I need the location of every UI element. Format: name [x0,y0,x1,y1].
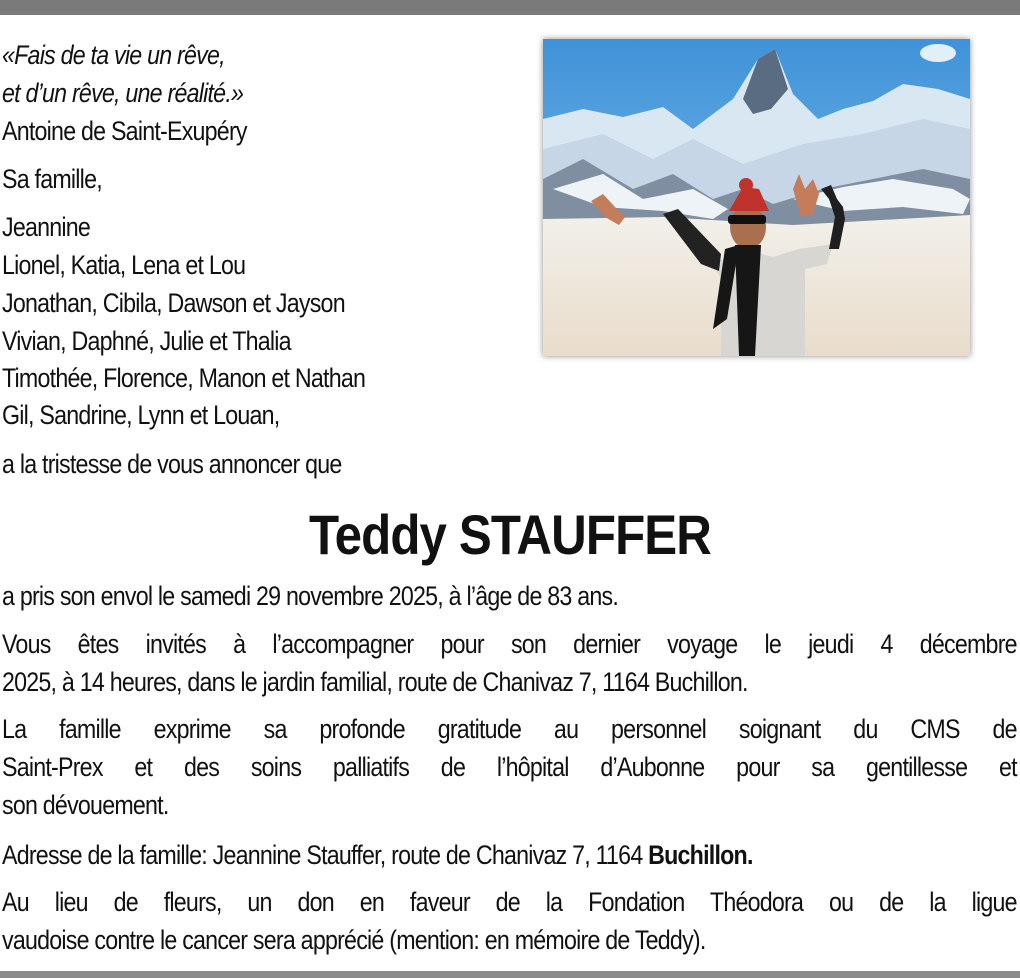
gratitude-line: son dévouement. [2,790,169,820]
gratitude-paragraph [2,710,1017,824]
quote-line-2: et d’un rêve, une réalité.» [2,78,244,108]
bottom-rule [0,971,1020,978]
family-member: Jonathan, Cibila, Dawson et Jayson [2,288,345,318]
quote-line-1: «Fais de ta vie un rêve, [2,40,225,70]
family-address [2,836,753,874]
family-intro: Sa famille, [2,164,102,194]
ceremony-line: 2025, à 14 heures, dans le jardin familial, route de Chanivaz 7, 1164 Buchillon. [2,667,748,697]
donation-paragraph [2,883,1017,959]
family-member: Timothée, Florence, Manon et Nathan [2,363,366,393]
portrait-photo [543,39,970,356]
passing-text: a pris son envol le samedi 29 novembre 2025, à l’âge de 83 ans. [2,581,619,611]
family-member: Lionel, Katia, Lena et Lou [2,250,246,280]
gratitude-line: Saint-Prex et des soins palliatifs de l’hôpital d’Aubonne pour sa gentillesse et [2,752,1017,782]
family-member: Jeannine [2,212,91,242]
mountain-portrait-image [543,39,970,356]
ceremony-paragraph [2,625,1017,701]
top-rule [0,0,1020,15]
quote-author: Antoine de Saint-Exupéry [2,116,247,146]
donation-line: Au lieu de fleurs, un don en faveur de la Fondation Théodora ou de la ligue [2,887,1017,917]
address-prefix: Adresse de la famille: Jeannine Stauffer, route de Chanivaz 7, 1164 [2,840,649,870]
address-city: Buchillon. [648,840,753,870]
donation-line: vaudoise contre le cancer sera apprécié (mention: en mémoire de Teddy). [2,925,706,955]
deceased-name: Teddy STAUFFER [309,503,711,566]
gratitude-line: La famille exprime sa profonde gratitude au personnel soignant du CMS de [2,714,1017,744]
ceremony-line: Vous êtes invités à l’accompagner pour son dernier voyage le jeudi 4 décembre [2,629,1017,659]
family-member: Gil, Sandrine, Lynn et Louan, [2,400,280,430]
announcement: a la tristesse de vous annoncer que [2,449,342,479]
family-member: Vivian, Daphné, Julie et Thalia [2,326,291,356]
